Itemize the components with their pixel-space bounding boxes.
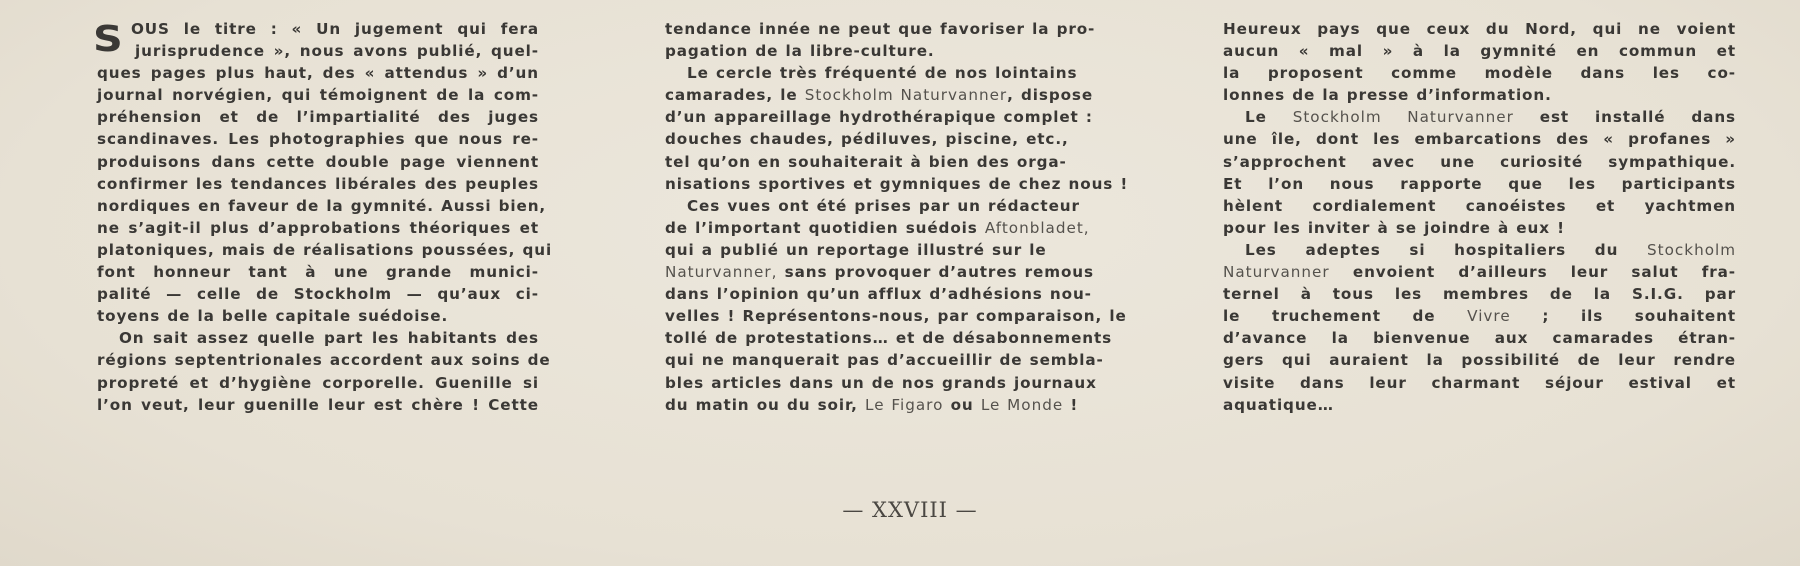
text-segment: la proposent comme modèle dans les co-: [1223, 64, 1736, 83]
article-column-3: [1223, 18, 1736, 416]
text-line: [1223, 40, 1736, 62]
text-segment: scandinaves. Les photographies que nous re-: [97, 130, 539, 149]
text-line: [97, 62, 539, 84]
text-segment: ternel à tous les membres de la S.I.G. par: [1223, 285, 1736, 304]
text-segment: ques pages plus haut, des « attendus » d’un: [97, 64, 539, 83]
text-segment: pagation de la libre-culture.: [665, 42, 935, 61]
text-line: [1223, 394, 1736, 416]
text-segment: nisations sportives et gymniques de chez nous !: [665, 174, 1129, 193]
text-segment: velles ! Représentons-nous, par comparaison, le: [665, 307, 1127, 326]
text-line: [665, 195, 1080, 217]
title-reference: Stockholm: [1647, 240, 1736, 259]
text-line: [97, 173, 539, 195]
title-reference: Stockholm Naturvanner: [804, 86, 1008, 105]
text-line: [665, 283, 1092, 305]
text-segment: qui a publié un reportage illustré sur le: [665, 240, 1047, 259]
text-line: [665, 349, 1104, 371]
text-segment: ou: [943, 395, 981, 414]
text-segment: platoniques, mais de réalisations poussées, qui: [97, 240, 553, 259]
title-reference: Le Figaro: [865, 395, 944, 414]
text-line: [665, 18, 1096, 40]
text-line: [1223, 195, 1736, 217]
text-segment: aquatique…: [1223, 395, 1334, 414]
text-segment: pour les inviter à se joindre à eux !: [1223, 218, 1565, 237]
text-segment: Les adeptes si hospitaliers du: [1245, 240, 1648, 259]
text-segment: est installé dans: [1513, 108, 1736, 127]
text-segment: envoient d’ailleurs leur salut fra-: [1329, 263, 1736, 282]
text-segment: Heureux pays que ceux du Nord, qui ne voient: [1223, 20, 1736, 38]
text-segment: tel qu’on en souhaiterait à bien des orga-: [665, 152, 1067, 171]
text-segment: On sait assez quelle part les habitants des: [119, 329, 539, 348]
text-line: [665, 173, 1129, 195]
text-segment: aucun « mal » à la gymnité en commun et: [1223, 42, 1736, 61]
text-line: [665, 84, 1094, 106]
text-segment: , dispose: [1007, 86, 1094, 105]
text-segment: douches chaudes, pédiluves, piscine, etc.,: [665, 130, 1069, 149]
text-segment: lonnes de la presse d’information.: [1223, 86, 1552, 105]
text-segment: ; ils souhaitent: [1510, 307, 1736, 326]
text-segment: s’approchent avec une curiosité sympathique.: [1223, 152, 1736, 171]
text-segment: camarades, le: [665, 86, 805, 105]
title-reference: Naturvanner: [1223, 263, 1330, 282]
text-segment: bles articles dans un de nos grands journaux: [665, 373, 1097, 392]
text-segment: font honneur tant à une grande munici-: [97, 263, 539, 282]
text-line: [1223, 239, 1736, 261]
text-line: [1223, 128, 1736, 150]
text-line: [97, 40, 539, 62]
text-segment: propreté et d’hygiène corporelle. Guenille si: [97, 373, 539, 392]
text-segment: jurisprudence », nous avons publié, quel-: [135, 42, 539, 61]
text-line: [1223, 106, 1736, 128]
text-line: [97, 84, 539, 106]
text-line: [97, 261, 539, 283]
text-line: [665, 327, 1113, 349]
text-segment: du matin ou du soir,: [665, 395, 866, 414]
text-line: [1223, 372, 1736, 394]
text-line: [1223, 62, 1736, 84]
text-line: [665, 239, 1047, 261]
text-line: [1223, 349, 1736, 371]
text-segment: le truchement de: [1223, 307, 1468, 326]
text-line: [665, 394, 1079, 416]
text-segment: d’un appareillage hydrothérapique complet :: [665, 108, 1093, 127]
text-line: [97, 128, 539, 150]
text-line: [97, 239, 553, 261]
text-line: [97, 327, 539, 349]
text-segment: gers qui auraient la possibilité de leur rendre: [1223, 351, 1736, 370]
text-segment: une île, dont les embarcations des « profanes »: [1223, 130, 1736, 149]
text-line: [97, 217, 539, 239]
text-segment: journal norvégien, qui témoignent de la com-: [97, 86, 539, 105]
text-line: [665, 128, 1069, 150]
text-segment: toyens de la belle capitale suédoise.: [97, 307, 449, 326]
text-line: [97, 349, 551, 371]
text-segment: produisons dans cette double page viennent: [97, 152, 539, 171]
text-segment: visite dans leur charmant séjour estival et: [1223, 373, 1736, 392]
text-segment: de l’important quotidien suédois: [665, 218, 985, 237]
text-segment: confirmer les tendances libérales des peuples: [97, 174, 539, 193]
text-segment: OUS le titre : « Un jugement qui fera: [131, 20, 539, 38]
text-line: [97, 106, 539, 128]
text-line: [97, 283, 539, 305]
text-line: [97, 151, 539, 173]
text-line: [665, 261, 1094, 283]
text-segment: tollé de protestations… et de désabonnements: [665, 329, 1113, 348]
text-line: [97, 305, 539, 327]
text-segment: nordiques en faveur de la gymnité. Aussi bien,: [97, 196, 547, 215]
text-segment: sans provoquer d’autres remous: [777, 263, 1094, 282]
text-line: [665, 62, 1078, 84]
text-segment: Et l’on nous rapporte que les participants: [1223, 174, 1736, 193]
text-line: [1223, 283, 1736, 305]
text-segment: palité — celle de Stockholm — qu’aux ci-: [97, 285, 539, 304]
text-line: [1223, 327, 1736, 349]
text-line: [1223, 84, 1736, 106]
text-segment: préhension et de l’impartialité des juges: [97, 108, 539, 127]
title-reference: Aftonbladet,: [984, 218, 1090, 237]
text-line: [97, 18, 539, 40]
text-line: [97, 372, 539, 394]
text-line: [665, 305, 1127, 327]
text-line: [665, 40, 1033, 62]
text-segment: l’on veut, leur guenille leur est chère ! Cette: [97, 395, 539, 414]
page-number: — XXVIII —: [842, 498, 978, 522]
text-segment: dans l’opinion qu’un afflux d’adhésions nou-: [665, 285, 1092, 304]
text-segment: qui ne manquerait pas d’accueillir de sembla-: [665, 351, 1104, 370]
text-segment: Le cercle très fréquenté de nos lointains: [687, 64, 1078, 83]
text-line: [665, 217, 1090, 239]
text-line: [665, 106, 1093, 128]
text-line: [665, 372, 1097, 394]
text-line: [1223, 217, 1736, 239]
text-segment: hèlent cordialement canoéistes et yachtmen: [1223, 196, 1736, 215]
text-line: [1223, 18, 1736, 40]
article-column-2: [665, 18, 1129, 416]
text-line: [1223, 261, 1736, 283]
text-line: [1223, 305, 1736, 327]
text-line: [97, 394, 539, 416]
title-reference: Naturvanner,: [665, 263, 778, 282]
title-reference: Vivre: [1467, 307, 1511, 326]
text-line: [97, 195, 547, 217]
drop-cap: S: [92, 19, 124, 60]
text-segment: d’avance la bienvenue aux camarades étran-: [1223, 329, 1736, 348]
text-line: [1223, 151, 1736, 173]
text-line: [665, 151, 1067, 173]
text-segment: régions septentrionales accordent aux soins de: [97, 351, 551, 370]
article-column-1: [92, 18, 553, 416]
text-segment: tendance innée ne peut que favoriser la pro-: [665, 20, 1096, 38]
text-segment: !: [1063, 395, 1079, 414]
text-segment: Le: [1245, 108, 1293, 127]
text-segment: ne s’agit-il plus d’approbations théoriques et: [97, 218, 539, 237]
text-line: [1223, 173, 1736, 195]
title-reference: Le Monde: [980, 395, 1064, 414]
text-segment: Ces vues ont été prises par un rédacteur: [687, 196, 1080, 215]
title-reference: Stockholm Naturvanner: [1292, 108, 1514, 127]
